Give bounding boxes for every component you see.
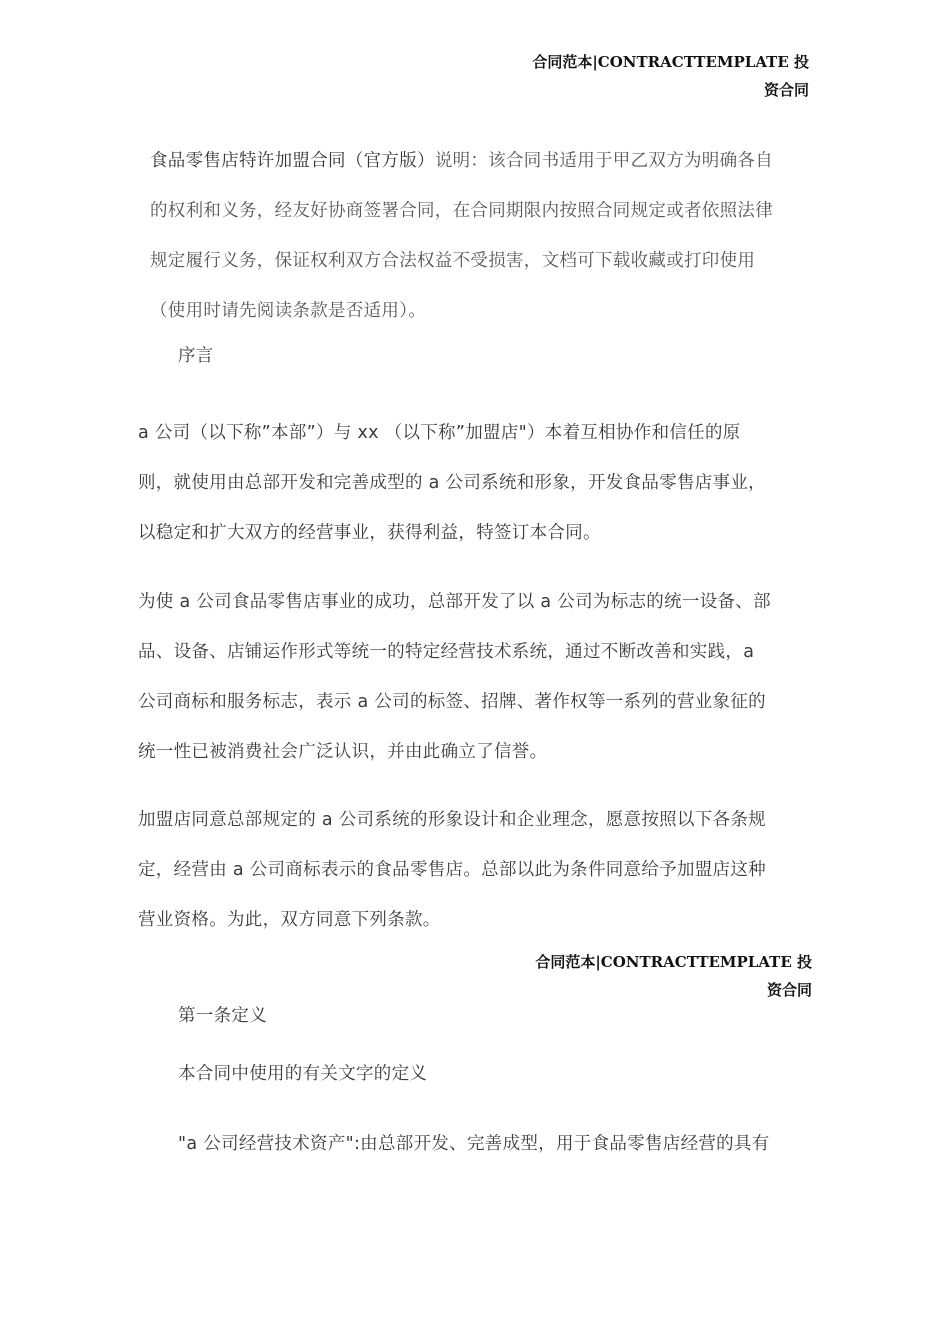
paragraph-1	[138, 408, 766, 558]
header-line-1: 合同范本|CONTRACTTEMPLATE 投	[532, 53, 809, 71]
paragraph-3-line-1: 加盟店同意总部规定的 a 公司系统的形象设计和企业理念，愿意按照以下各条规	[138, 810, 766, 830]
paragraph-3-line-2: 定，经营由 a 公司商标表示的食品零售店。总部以此为条件同意给予加盟店这种	[138, 860, 766, 880]
preface-heading: 序言	[178, 346, 214, 366]
article-1-subtitle: 本合同中使用的有关文字的定义	[178, 1064, 428, 1084]
intro-line-2: 的权利和义务，经友好协商签署合同，在合同期限内按照合同规定或者依照法律	[150, 201, 773, 221]
paragraph-1-line-2: 则，就使用由总部开发和完善成型的 a 公司系统和形象，开发食品零售店事业，	[138, 473, 766, 493]
document-title: 食品零售店特许加盟合同（官方版）	[150, 151, 435, 171]
header-line-2: 资合同	[763, 81, 809, 99]
page-header-top	[479, 48, 809, 104]
paragraph-3	[138, 795, 766, 945]
intro-line-3: 规定履行义务，保证权利双方合法权益不受损害，文档可下载收藏或打印使用	[150, 251, 756, 271]
paragraph-2-line-2: 品、设备、店铺运作形式等统一的特定经营技术系统，通过不断改善和实践，a	[138, 642, 755, 662]
intro-line-1: 说明：该合同书适用于甲乙双方为明确各自	[434, 151, 774, 171]
paragraph-1-line-3: 以稳定和扩大双方的经营事业，获得利益，特签订本合同。	[138, 523, 601, 543]
header-line-2: 资合同	[766, 981, 812, 999]
header-line-1: 合同范本|CONTRACTTEMPLATE 投	[535, 953, 812, 971]
paragraph-2-line-1: 为使 a 公司食品零售店事业的成功，总部开发了以 a 公司为标志的统一设备、部	[138, 592, 771, 612]
intro-paragraph	[150, 136, 773, 336]
paragraph-1-line-1: a 公司（以下称”本部”）与 xx （以下称”加盟店"）本着互相协作和信任的原	[138, 423, 741, 443]
article-1-title: 第一条定义	[178, 1006, 267, 1026]
article-1-definition: "a 公司经营技术资产":由总部开发、完善成型，用于食品零售店经营的具有	[178, 1134, 770, 1154]
paragraph-2	[138, 577, 771, 777]
paragraph-2-line-4: 统一性已被消费社会广泛认识，并由此确立了信誉。	[138, 742, 548, 762]
page-header-bottom	[482, 948, 812, 1004]
intro-line-4: （使用时请先阅读条款是否适用）。	[150, 301, 427, 321]
paragraph-2-line-3: 公司商标和服务标志，表示 a 公司的标签、招牌、著作权等一系列的营业象征的	[138, 692, 766, 712]
paragraph-3-line-3: 营业资格。为此，双方同意下列条款。	[138, 910, 441, 930]
